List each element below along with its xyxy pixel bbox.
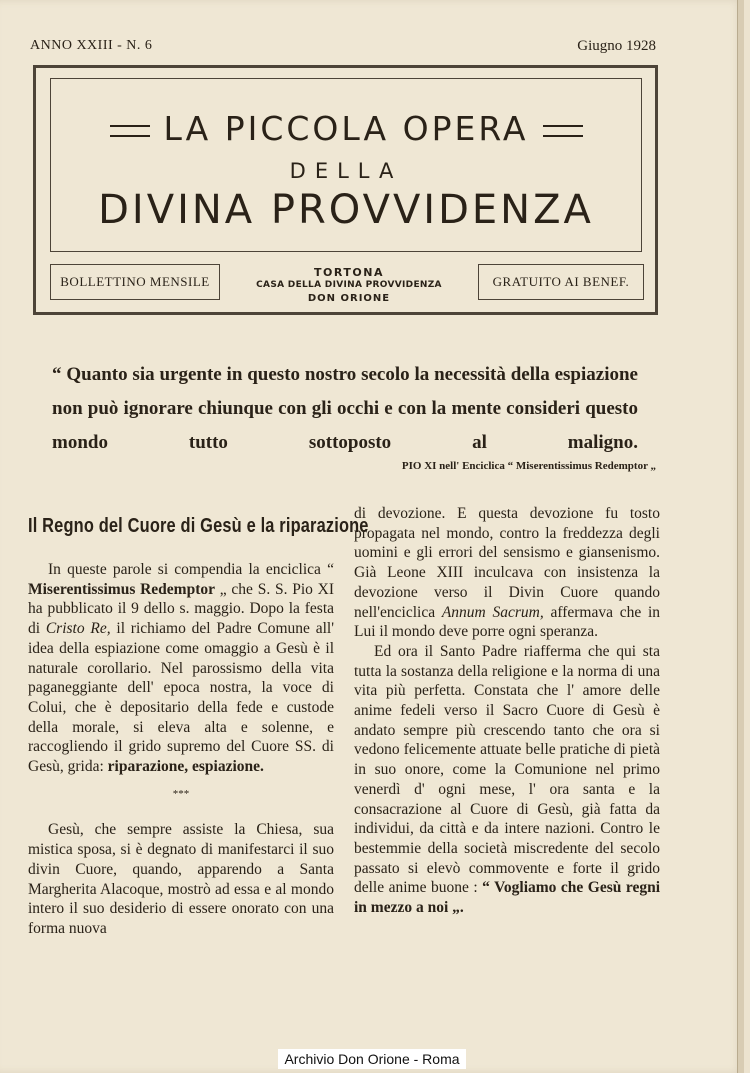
- article-paragraph: di devozione. E questa devozione fu tosto propagata nel mondo, contro la freddezza degli uomini e gli errori del sensismo e giansenismo. Già Leone XIII inculcava con insistenza la devozione verso il Divin Cuore quando nell'enciclica Annum Sacrum, affermava che in Lui il mondo deve porre ogni speranza.: [354, 505, 660, 641]
- masthead-right-box: GRATUITO AI BENEF.: [478, 264, 644, 300]
- masthead-title-line3: DIVINA PROVVIDENZA: [98, 187, 594, 233]
- issue-number: ANNO XXIII - N. 6: [30, 38, 153, 53]
- publisher-name: DON ORIONE: [307, 293, 391, 304]
- article-paragraph: Gesù, che sempre assiste la Chiesa, sua mistica sposa, si è degnato di manifestarci il suo divin Cuore, quando, apparendo a Santa Margherita Alacoque, mostrò ad essa e al mondo intero il suo desiderio di essere onorato con una forma nuova: [28, 821, 334, 937]
- epigraph-quote: “ Quanto sia urgente in questo nostro secolo la necessità della espiazione non può ignorare chiunque con gli occhi e con la mente consideri questo mondo tutto sottoposto al maligno.: [52, 364, 638, 453]
- decorative-dash-left: [110, 125, 150, 137]
- article-title: Il Regno del Cuore di Gesù e la riparazione: [28, 515, 369, 537]
- page-edge: [737, 0, 744, 1073]
- masthead-left-box: BOLLETTINO MENSILE: [50, 264, 220, 300]
- article-paragraph: In queste parole si compendia la enciclica “ Miserentissimus Redemptor „ che S. S. Pio XI ha pubblicato il 9 dello s. maggio. Dopo la festa di Cristo Re, il richiamo del Padre Comune all' idea della espiazione come omaggio a Gesù è il naturale corollario. Nel parossismo della vita paganeggiante dell' epoca nostra, la voce di Colui, che è depositario della fede e custode della morale, si eleva alta e solenne, e raccogliendo il grido supremo del Cuore SS. di Gesù, grida: riparazione, espiazione.: [28, 561, 334, 776]
- decorative-dash-right: [543, 125, 583, 137]
- masthead-title-line1: LA PICCOLA OPERA: [51, 109, 641, 148]
- masthead-title-frame: [50, 78, 642, 252]
- publisher-house: CASA DELLA DIVINA PROVVIDENZA: [256, 280, 442, 290]
- epigraph-source: PIO XI nell' Enciclica “ Miserentissimus Redemptor „: [401, 460, 656, 472]
- article-paragraph: Ed ora il Santo Padre riafferma che qui sta tutta la sostanza della religione e la norma di una vita più perfetta. Constata che l' amore delle anime fedeli verso il Sacro Cuore di Gesù è andato sempre più crescendo tanto che ora si vedono felicemente attuate belle pratiche di pietà in suo onore, come la Comunione nel primo venerdì d' ogni mese, l' ora santa e la consacrazione al Cuore di Gesù, già fatta da individui, da città e da intere nazioni. Contro le bestemmie della società miscredente del secolo passato si elevò commovente e forte il grido delle anime buone : “ Vogliamo che Gesù regni in mezzo a noi „.: [354, 642, 661, 917]
- section-separator: ***: [172, 787, 190, 800]
- article-column-right: [354, 504, 660, 918]
- issue-date: Giugno 1928: [577, 38, 656, 54]
- masthead-center-info: [226, 266, 472, 305]
- archive-footer: Archivio Don Orione - Roma: [0, 1051, 744, 1073]
- article-column-left: [28, 560, 334, 939]
- masthead: [33, 65, 658, 315]
- publisher-city: TORTONA: [314, 266, 384, 279]
- masthead-title-line2: DELLA: [289, 159, 403, 183]
